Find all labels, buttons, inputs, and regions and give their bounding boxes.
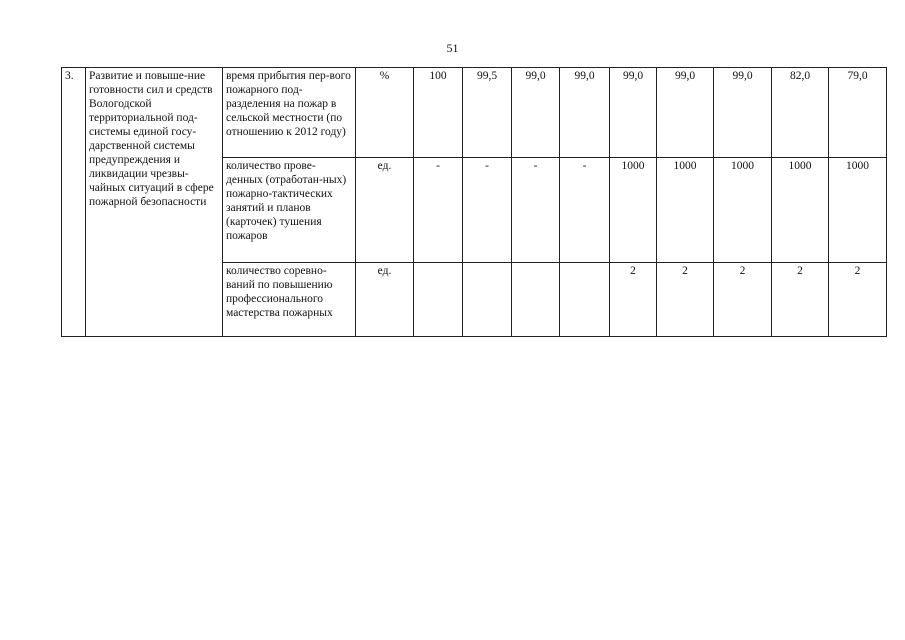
value-cell: 99,0: [714, 68, 772, 158]
value-cell: [512, 263, 560, 337]
value-cell: 82,0: [772, 68, 829, 158]
value-cell: 79,0: [829, 68, 887, 158]
unit-cell: %: [356, 68, 414, 158]
value-cell: [414, 263, 463, 337]
value-cell: [560, 263, 610, 337]
page-number: 51: [446, 41, 459, 55]
unit-cell: ед.: [356, 263, 414, 337]
value-cell: -: [560, 158, 610, 263]
value-cell: 100: [414, 68, 463, 158]
value-cell: -: [463, 158, 512, 263]
value-cell: 99,0: [512, 68, 560, 158]
table-row: [62, 68, 887, 158]
indicator-cell: время прибытия пер-вого пожарного под-разделения на пожар в сельской местности (по отношению к 2012 году): [223, 68, 356, 158]
activity-cell: Развитие и повыше-ние готовности сил и средств Вологодской территориальной под-системы единой госу-дарственной системы предупреждения и ликвидации чрезвы-чайных ситуаций в сфере пожарной безопасности: [86, 68, 223, 337]
value-cell: 1000: [772, 158, 829, 263]
value-cell: 99,0: [610, 68, 657, 158]
value-cell: 2: [610, 263, 657, 337]
value-cell: -: [512, 158, 560, 263]
value-cell: 2: [829, 263, 887, 337]
value-cell: 99,5: [463, 68, 512, 158]
value-cell: 99,0: [657, 68, 714, 158]
indicator-cell: количество прове-денных (отработан-ных) пожарно-тактических занятий и планов (карточек) тушения пожаров: [223, 158, 356, 263]
row-index-cell: 3.: [62, 68, 86, 337]
value-cell: -: [414, 158, 463, 263]
unit-cell: ед.: [356, 158, 414, 263]
value-cell: 1000: [829, 158, 887, 263]
value-cell: 1000: [657, 158, 714, 263]
value-cell: [463, 263, 512, 337]
value-cell: 2: [772, 263, 829, 337]
indicators-table: [61, 67, 887, 337]
value-cell: 99,0: [560, 68, 610, 158]
value-cell: 1000: [610, 158, 657, 263]
value-cell: 2: [714, 263, 772, 337]
value-cell: 1000: [714, 158, 772, 263]
indicator-cell: количество соревно-ваний по повышению профессионального мастерства пожарных: [223, 263, 356, 337]
value-cell: 2: [657, 263, 714, 337]
